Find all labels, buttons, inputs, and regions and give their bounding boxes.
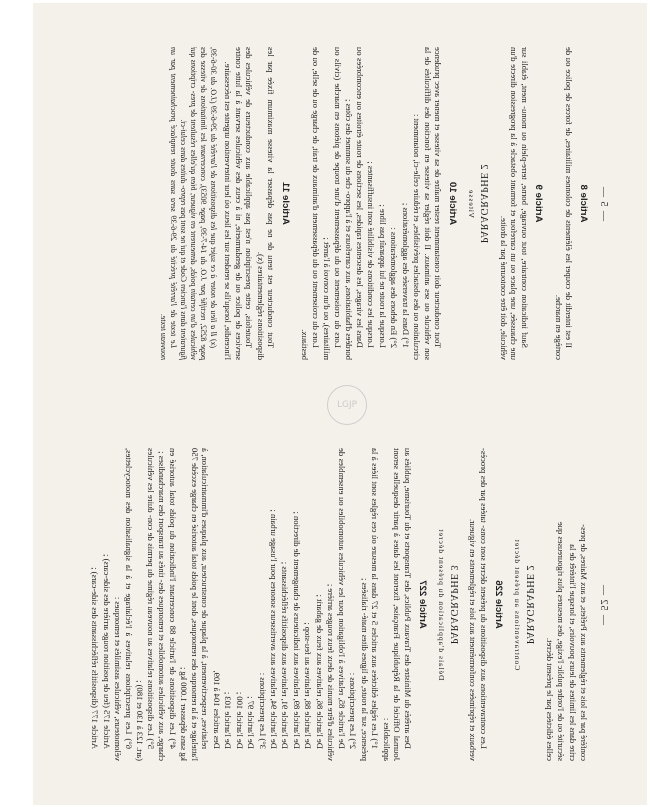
list-item: 6°) Les prescriptions relatives à l'éclairage et à la signalisation des motocyclettes, vélomoteurs, véhicules assimilés et remorques : — [113, 448, 134, 761]
list-item: 2°) En dehors des agglomérations : — [389, 227, 400, 348]
list-item: De l'article 94, relatives aux avertisseurs sonores pour l'usage urbain ; — [269, 509, 279, 749]
list-item: De l'article 85, relatives à l'obligation pour les véhicules automobiles ou ensembles de véhicules d'être munis de deux feux rouges arrière ; — [326, 448, 347, 761]
page-number: — 52 — — [598, 584, 609, 625]
article-10-items — [300, 47, 411, 360]
article-title: Article 8 — [578, 184, 589, 223]
article-text: Toutefois, cette prescription n'est pas applicable aux conducteurs de véhicules des services de police ou de gendarmerie, ni à ceux des véhicules servant à la lutte contre l'incendie, lorsqu'ils se rendent sur les lieux où leur intervention urgente est nécessaire. — [223, 47, 255, 360]
paragraph-subheading: Vitesse — [466, 189, 476, 218]
paragraph-heading: PARAGRAPHE 3 — [447, 564, 459, 645]
article-text: Les contraventions aux dispositions du présent décret sont cons- tatées par des procès-verbaux et réprimées conformément aux lois et règlements en vigueur. — [468, 448, 489, 761]
text-line: sécurité ou de l'ordre public l'exige, des mesures plus rigoureuses que — [556, 521, 567, 761]
list-item: 5°) Les dispositions relatives au nouveau régime du permis de con- duire les véhicules (art. 123 à 130 et 180) ; — [135, 448, 156, 761]
list-item: De l'article 86, relatives aux feux de gabarit ; — [314, 594, 325, 749]
article-text: Tout conducteur est tenu de ne pas dépasser la vitesse maximum fixée par les dispositions réglementaires (x). — [255, 47, 277, 360]
paragraph-subheading: Délais d'application du présent décret — [436, 528, 446, 681]
list-item: Dans les virages, les descentes rapides, les sections de route étroites ou encombrées ou bordées d'habitations, aux carrefours et à l'appro- che du sommet des côtes ; — [344, 47, 365, 360]
list-item: De l'article 88, relatives au feu-stop ; — [303, 622, 314, 749]
list-item: De l'article 100 ; — [234, 691, 245, 749]
text-line: celles édictées par le présent décret. — [544, 637, 555, 761]
list-item: Des articles 104 à 109, — [211, 670, 222, 749]
list-item: 1°) Dans la traversée des agglomérations ; — [400, 202, 411, 348]
list-item: Lorsque les conditions de visibilité sont insuffisantes ; — [366, 161, 377, 348]
paragraph-heading: PARAGRAPHE 2 — [478, 163, 490, 244]
paragraph-subheading: Contraventions au présent décret — [512, 538, 522, 671]
list-item: Lors du croisement ou du dépassement d'une troupe de piétons en marche (civils ou militaires), ou d'un convoi à l'arrêt ; — [322, 47, 343, 360]
page-52-text — [89, 448, 589, 761]
footnote: Le texte de l'arrêté précité du 29-6-39 sera sans doute remplacé prochainement par un nouveau texte. — [158, 47, 178, 360]
list-item: De l'article 97 ; — [246, 696, 257, 749]
list-item: 4°) Les dispositions de l'article 88 concernant l'indication du poids total autorisé en charge, aux véhicules automobiles et remorques des- tinés au transport des marchandises ; — [157, 448, 178, 761]
page-52 — [33, 404, 647, 805]
list-item: 2°) Les prescriptions : — [348, 672, 359, 749]
list-item: De l'article 103 ; — [223, 691, 234, 749]
page-number: — 5 — — [598, 186, 609, 221]
list-item: 1°) Les règles édictées aux articles 5 et 27 dans la mesure où ces règles sont liées à la présence, sur la route, de lignes dites maté- rialisées ; — [359, 448, 381, 761]
article-text: Sauf indication contraire, tout ouvrage, borne, terre-plein ou monu- ment, établi sur une chaussée, une place ou un carrefour et formant obstacle à la progression directe d'un véhicule, doit être contourné par la droite. — [498, 47, 530, 360]
scanned-sheet — [33, 3, 647, 805]
article-title: Article 226 — [492, 580, 504, 629]
footnote: (x) Il a lieu de noter à ce sujet que les dispositions de l'arrêté du 29-6-39 (J.O. du 30-6-39, page 8252, rectifié par J.O. du 14-7-39, page 9053), concernant les limitations de vitesse des véhicules d'un certain poids, demeurent en vigueur, bien qu'elles résultent de pres- criptions qui figuraient dans l'ancien Code et qui ne sont pas repro- duites dans celui-ci. — [179, 47, 218, 360]
list-item: 3°) Les prescriptions : — [257, 672, 268, 749]
list-item: De l'article 91, relatives aux dispositifs réfléchissants ; — [280, 561, 291, 749]
article-text: Il est interdit de couper les éléments de colonnes militaires, de forces de police ou de cortège en marche. — [553, 47, 575, 360]
list-item: relatives, respectivement, à la plaque de constructeur, aux plaques d'immatriculation, à l'attelage et à la remorque des remorques, dont le poids total autorisé en charge excède 750 kg sans dépasser 1.000 kg ; — [179, 448, 211, 761]
article-227-items — [90, 448, 381, 761]
text-line: crire dans les limites de leurs pouvoirs, et lorsque l'intérêt de la — [567, 544, 578, 761]
page-5 — [33, 3, 647, 404]
list-item: Lorsque la route ne lui apparaît pas libre ; — [377, 204, 388, 348]
paragraph-heading: PARAGRAPHE 2 — [524, 564, 536, 645]
list-item: Article 175 (feu de position rouge arrière des side-cars) ; — [101, 554, 112, 749]
article-title: Article 9 — [533, 184, 545, 223]
list-item: Article 177 (dispositifs réfléchissants des side-cars) ; — [90, 567, 101, 749]
article-title: Article 11 — [279, 182, 291, 225]
library-stamp-watermark: LGJP — [327, 385, 367, 425]
article-title: Article 227 — [416, 580, 428, 629]
article-text: Des arrêtés du Ministre des Travaux Publics, des Transports et du Tourisme, publiés au Journal Officiel de la République Française, fixeront les dates à partir desquelles seront applicables : — [381, 448, 413, 761]
text-line: conféré par les lois et règlements aux Préfets, et aux Maires, de pres- — [579, 524, 589, 761]
article-text: Tout conducteur doit constamment rester maître de sa vitesse et mener avec prudence son véhicule ou ses animaux. Il doit régler sa vitesse en fonction des difficultés de la circulation ou des obstacles prévisibles, et réduire celle-ci, notamment : — [412, 47, 444, 360]
article-title: Article 10 — [446, 181, 458, 226]
page-5-text — [157, 47, 589, 360]
list-item: De l'article 89, relatives aux indicateurs de changement de direction ; — [291, 511, 302, 749]
list-item: Lors du croisement ou du dépassement d'animaux de trait, de charge ou de selle, ou de bestiaux. — [300, 47, 321, 360]
